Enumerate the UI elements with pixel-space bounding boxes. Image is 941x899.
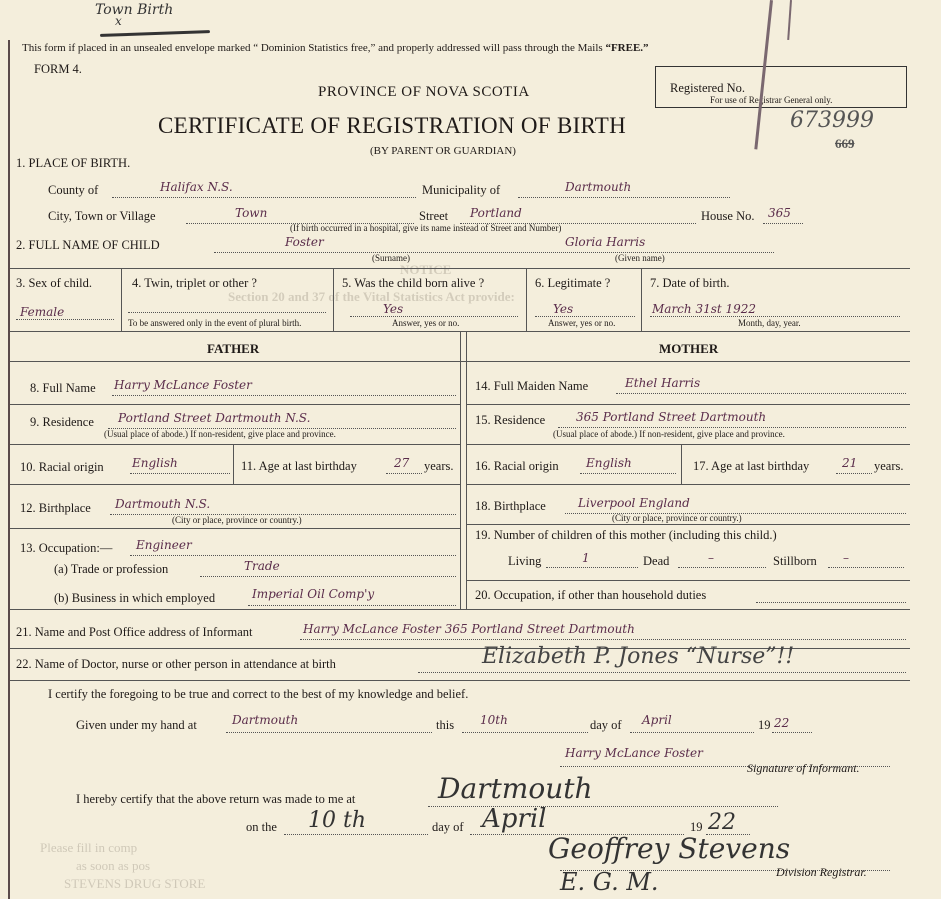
col-divider-1 [121, 268, 122, 331]
annotation-scrawl [100, 30, 210, 37]
house-line [763, 223, 803, 224]
city-value: Town [235, 206, 268, 220]
given-place-line [226, 732, 432, 733]
this-day: 10th [480, 713, 508, 727]
mother-name-label: 14. Full Maiden Name [475, 379, 589, 393]
dayof-label: day of [590, 718, 622, 732]
dob-line [650, 316, 900, 317]
bleed-stamp-2: as soon as pos [76, 858, 151, 873]
children-count-label: 19. Number of children of this mother (including this child.) [475, 528, 777, 542]
mother-row-line-1 [466, 404, 910, 405]
legitimate-line [535, 316, 635, 317]
registered-label: Registered No. [670, 81, 745, 95]
born-alive-line [350, 316, 518, 317]
dead-label: Dead [643, 554, 670, 568]
sex-line [16, 319, 114, 320]
parents-divider-b [466, 331, 467, 609]
father-racial-line [130, 473, 230, 474]
informant-label: 21. Name and Post Office address of Informant [16, 625, 253, 639]
mother-age-label: 17. Age at last birthday [693, 459, 810, 473]
mother-heading: MOTHER [659, 341, 719, 356]
year2-suffix: 22 [708, 810, 736, 835]
father-row-line-4 [10, 528, 460, 529]
father-age-label: 11. Age at last birthday [241, 459, 357, 473]
mother-birthplace-value: Liverpool England [578, 496, 690, 510]
year2-prefix: 19 [690, 820, 703, 834]
legitimate-label: 6. Legitimate ? [535, 276, 611, 290]
mother-residence-line [558, 427, 906, 428]
mother-name-line [616, 393, 906, 394]
surname-note: (Surname) [372, 253, 410, 263]
occupation-line [130, 555, 456, 556]
informant-value: Harry McLance Foster 365 Portland Street Dartmouth [303, 622, 635, 636]
father-name-value: Harry McLance Foster [114, 378, 252, 392]
registrar-signature: Geoffrey Stevens [548, 832, 791, 865]
father-birthplace-value: Dartmouth N.S. [115, 497, 211, 511]
year-line [772, 732, 812, 733]
registrar-certify: I hereby certify that the above return was made to me at [76, 792, 356, 806]
mother-racial-value: English [586, 456, 632, 470]
street-value: Portland [470, 206, 522, 220]
mother-racial-label: 16. Racial origin [475, 459, 559, 473]
province-heading: PROVINCE OF NOVA SCOTIA [318, 84, 530, 100]
dob-note: Month, day, year. [738, 318, 801, 328]
bleed-stamp-3: STEVENS DRUG STORE [64, 876, 206, 891]
mother-racial-line [580, 473, 676, 474]
informant-signature-label: Signature of Informant. [747, 761, 860, 775]
attendant-value: Elizabeth P. Jones “Nurse”!! [482, 644, 795, 669]
mother-occupation-line [756, 602, 906, 603]
registered-number: 673999 [790, 108, 874, 133]
father-row-line-3 [10, 484, 460, 485]
dob-label: 7. Date of birth. [650, 276, 730, 290]
stillborn-label: Stillborn [773, 554, 817, 568]
mother-residence-value: 365 Portland Street Dartmouth [576, 410, 767, 424]
certificate-subtitle: (BY PARENT OR GUARDIAN) [370, 145, 516, 157]
attendant-label: 22. Name of Doctor, nurse or other person in attendance at birth [16, 657, 336, 671]
father-residence-label: 9. Residence [30, 415, 94, 429]
bleed-sections: Section 20 and 37 of the Vital Statistics Act provide: [228, 289, 515, 304]
dead-value: – [708, 551, 714, 565]
parents-bottom-line [10, 609, 910, 610]
county-label: County of [48, 183, 99, 197]
born-alive-note: Answer, yes or no. [392, 318, 460, 328]
father-birthplace-label: 12. Birthplace [20, 501, 91, 515]
municipality-value: Dartmouth [565, 180, 632, 194]
informant-signature: Harry McLance Foster [565, 746, 703, 760]
sex-label: 3. Sex of child. [16, 276, 93, 290]
mother-age-line [836, 473, 872, 474]
given-note: (Given name) [615, 253, 665, 263]
annotation-town-birth: Town Birth [95, 2, 174, 18]
pen-stroke-2 [787, 0, 792, 40]
trade-line [200, 576, 456, 577]
city-label: City, Town or Village [48, 209, 156, 223]
sex-value: Female [20, 305, 65, 319]
trade-label: (a) Trade or profession [54, 562, 169, 576]
mother-occupation-label: 20. Occupation, if other than household duties [475, 588, 707, 602]
municipality-line [518, 197, 730, 198]
occupation-label: 13. Occupation:— [20, 541, 113, 555]
mother-name-value: Ethel Harris [625, 376, 701, 390]
father-name-label: 8. Full Name [30, 381, 96, 395]
registrar-place-line [428, 806, 778, 807]
father-residence-note: (Usual place of abode.) If non-resident, give place and province. [104, 429, 336, 439]
year-prefix: 19 [758, 718, 771, 732]
parents-divider-a [460, 331, 461, 609]
bleed-notice: NOTICE [400, 262, 452, 277]
this-line [462, 732, 588, 733]
registrar-label: Division Registrar. [776, 865, 867, 879]
hospital-note: (If birth occurred in a hospital, give its name instead of Street and Number) [290, 223, 562, 233]
twin-line [128, 312, 326, 313]
mother-row-line-2 [466, 444, 910, 445]
certificate-title: CERTIFICATE OF REGISTRATION OF BIRTH [158, 113, 627, 138]
this-label: this [436, 718, 455, 732]
row-22-line [10, 680, 910, 681]
registrar-place: Dartmouth [438, 772, 593, 805]
father-age-value: 27 [394, 456, 410, 470]
father-birthplace-note: (City or place, province or country.) [172, 515, 302, 525]
on-the-line [284, 834, 428, 835]
father-name-line [112, 395, 456, 396]
mother-residence-note: (Usual place of abode.) If non-resident, give place and province. [553, 429, 785, 439]
house-value: 365 [768, 206, 791, 220]
bleed-stamp-1: Please fill in comp [40, 840, 138, 855]
father-row-line-1 [10, 404, 460, 405]
day-of2-label: day of [432, 820, 464, 834]
child-surname: Foster [285, 235, 324, 249]
business-line [248, 605, 456, 606]
left-border [8, 40, 10, 899]
registered-box [655, 66, 907, 108]
on-the-label: on the [246, 820, 277, 834]
informant-line [300, 639, 906, 640]
business-value: Imperial Oil Comp'y [252, 587, 375, 601]
mother-age-divider [681, 444, 682, 484]
father-heading: FATHER [207, 341, 260, 356]
dob-value: March 31st 1922 [652, 302, 757, 316]
county-line [112, 197, 416, 198]
born-alive-value: Yes [383, 302, 404, 316]
registrar-initials: E. G. M. [560, 868, 659, 896]
attendant-line [418, 672, 906, 673]
child-name-line [214, 252, 774, 253]
legitimate-note: Answer, yes or no. [548, 318, 616, 328]
father-row-line-2 [10, 444, 460, 445]
dead-line [678, 567, 766, 568]
mother-age-value: 21 [842, 456, 858, 470]
house-label: House No. [701, 209, 755, 223]
father-racial-value: English [132, 456, 178, 470]
certify-statement: I certify the foregoing to be true and correct to the best of my knowledge and belief. [48, 687, 469, 701]
mother-row-line-4 [466, 524, 910, 525]
business-label: (b) Business in which employed [54, 591, 216, 605]
mother-birthplace-label: 18. Birthplace [475, 499, 546, 513]
father-racial-label: 10. Racial origin [20, 460, 104, 474]
born-alive-label: 5. Was the child born alive ? [342, 276, 485, 290]
mother-residence-label: 15. Residence [475, 413, 546, 427]
col-divider-4 [641, 268, 642, 331]
twin-label: 4. Twin, triplet or other ? [132, 276, 257, 290]
child-name-label: 2. FULL NAME OF CHILD [16, 238, 160, 252]
dayof-month: April [642, 713, 672, 727]
mother-birthplace-note: (City or place, province or country.) [612, 513, 742, 523]
registered-note: For use of Registrar General only. [710, 95, 833, 105]
col-divider-3 [526, 268, 527, 331]
father-age-divider [233, 444, 234, 484]
annotation-x: x [115, 14, 122, 28]
form-number: FORM 4. [34, 62, 82, 76]
day-of2-month: April [482, 804, 547, 834]
stillborn-value: – [843, 551, 849, 565]
father-residence-value: Portland Street Dartmouth N.S. [118, 411, 311, 425]
given-place: Dartmouth [232, 713, 299, 727]
trade-value: Trade [244, 559, 280, 573]
mother-age-unit: years. [874, 459, 904, 473]
stillborn-line [828, 567, 904, 568]
father-age-line [386, 473, 422, 474]
mother-row-line-3 [466, 484, 910, 485]
dayof-line [630, 732, 754, 733]
place-of-birth-heading: 1. PLACE OF BIRTH. [16, 156, 131, 170]
father-age-unit: years. [424, 459, 454, 473]
year-suffix: 22 [774, 716, 790, 730]
municipality-label: Municipality of [422, 183, 501, 197]
legitimate-value: Yes [553, 302, 574, 316]
occupation-value: Engineer [136, 538, 192, 552]
col-divider-2 [333, 268, 334, 331]
registered-stamp: 669 [835, 136, 855, 151]
twin-note: To be answered only in the event of plural birth. [128, 318, 302, 328]
row-top-line [10, 268, 910, 269]
living-value: 1 [582, 551, 590, 565]
street-label: Street [419, 209, 449, 223]
mail-notice: This form if placed in an unsealed envelope marked “ Dominion Statistics free,” and properly addressed will pass through the Mails “FREE.” [22, 42, 649, 54]
given-label: Given under my hand at [76, 718, 197, 732]
mother-row-line-5 [466, 580, 910, 581]
child-given-name: Gloria Harris [565, 235, 646, 249]
living-label: Living [508, 554, 542, 568]
on-the-day: 10 th [308, 808, 366, 833]
living-line [546, 567, 638, 568]
county-value: Halifax N.S. [160, 180, 233, 194]
